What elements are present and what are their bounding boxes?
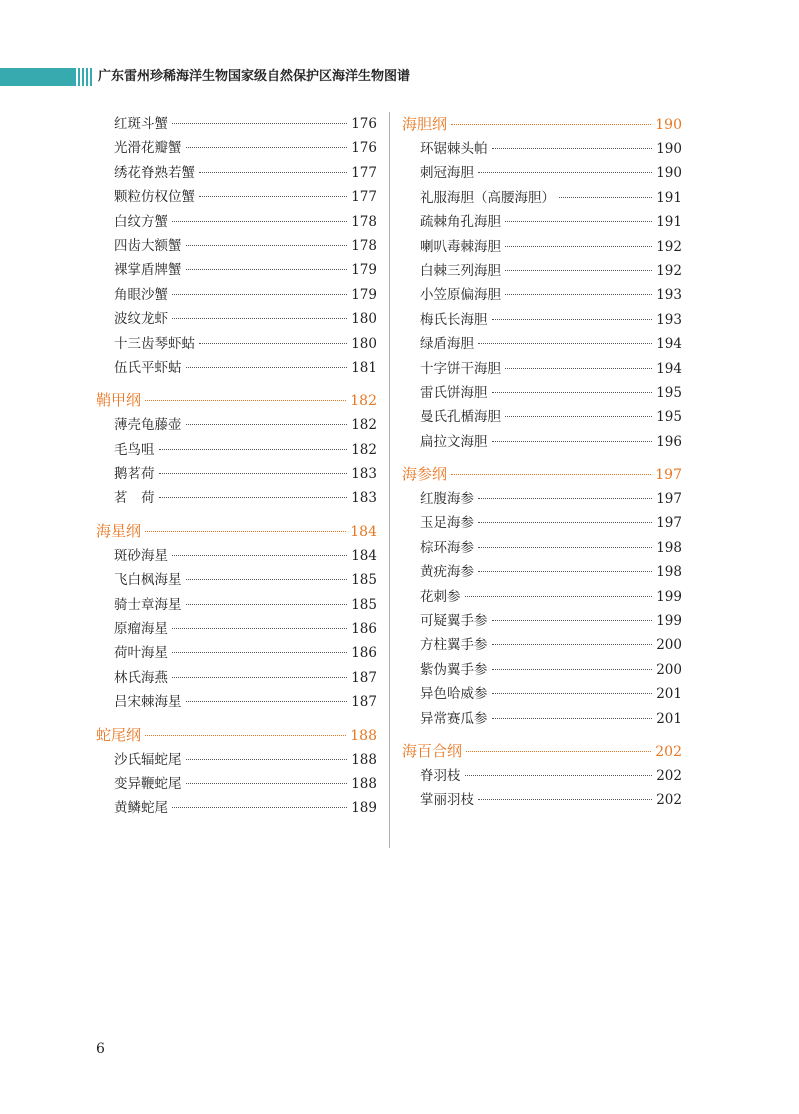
entry-name: 绣花脊熟若蟹 — [114, 164, 195, 181]
toc-entry — [402, 381, 682, 405]
dot-leader — [478, 799, 652, 800]
toc-entry — [402, 487, 682, 511]
toc-entry — [402, 682, 682, 706]
page-ref: 177 — [351, 164, 377, 181]
dot-leader — [492, 693, 653, 694]
dot-leader — [492, 392, 653, 393]
dot-leader — [478, 571, 652, 572]
toc-entry — [402, 764, 682, 788]
page-ref: 191 — [656, 214, 682, 231]
toc-entry — [96, 438, 377, 462]
dot-leader — [199, 343, 347, 344]
entry-name: 十字饼干海胆 — [420, 360, 501, 377]
page-ref: 194 — [656, 360, 682, 377]
entry-name: 薄壳龟藤壶 — [114, 417, 182, 434]
page-ref: 199 — [656, 613, 682, 630]
dot-leader — [186, 367, 348, 368]
column-divider — [389, 112, 390, 848]
entry-name: 裸掌盾牌蟹 — [114, 262, 182, 279]
dot-leader — [186, 759, 348, 760]
toc-entry — [402, 137, 682, 161]
page-ref: 182 — [351, 441, 377, 458]
entry-name: 疏棘角孔海胆 — [420, 214, 501, 231]
dot-leader — [465, 775, 653, 776]
page-ref: 179 — [351, 286, 377, 303]
dot-leader — [186, 424, 348, 425]
toc-entry — [96, 210, 377, 234]
entry-name: 可疑翼手参 — [420, 613, 488, 630]
page-ref: 197 — [656, 491, 682, 508]
entry-name: 棕环海参 — [420, 539, 474, 556]
page-ref: 178 — [351, 237, 377, 254]
toc-entry — [96, 593, 377, 617]
entry-name: 鹅茗荷 — [114, 466, 155, 483]
dot-leader — [172, 318, 347, 319]
entry-name: 荷叶海星 — [114, 645, 168, 662]
toc-entry — [96, 112, 377, 136]
page-ref: 202 — [655, 743, 682, 760]
toc-section-heading — [402, 462, 682, 487]
toc-entry — [96, 258, 377, 282]
page-ref: 178 — [351, 213, 377, 230]
entry-name: 白纹方蟹 — [114, 213, 168, 230]
page-ref: 195 — [656, 384, 682, 401]
page-ref: 193 — [656, 311, 682, 328]
dot-leader — [172, 221, 347, 222]
toc-entry — [402, 405, 682, 429]
entry-name: 黄疣海参 — [420, 564, 474, 581]
toc-entry — [402, 585, 682, 609]
toc-entry — [402, 332, 682, 356]
page-ref: 190 — [656, 141, 682, 157]
page-ref: 190 — [655, 117, 682, 133]
page-ref: 190 — [656, 165, 682, 182]
page-ref: 188 — [351, 775, 377, 792]
dot-leader — [478, 343, 652, 344]
page-ref: 182 — [350, 393, 377, 410]
entry-name: 礼服海胆（高腰海胆） — [420, 189, 555, 206]
dot-leader — [172, 555, 347, 556]
toc-entry — [402, 186, 682, 210]
page-ref: 179 — [351, 262, 377, 279]
entry-name: 变异鞭蛇尾 — [114, 775, 182, 792]
toc-entry — [96, 136, 377, 160]
page-ref: 196 — [656, 433, 682, 450]
dot-leader — [186, 245, 348, 246]
dot-leader — [172, 807, 347, 808]
page-number: 6 — [96, 1041, 105, 1057]
toc-entry — [96, 641, 377, 665]
dot-leader — [478, 522, 652, 523]
entry-name: 毛鸟咀 — [114, 441, 155, 458]
toc-section-heading — [96, 388, 377, 413]
entry-name: 掌丽羽枝 — [420, 792, 474, 809]
page-ref: 176 — [351, 140, 377, 157]
toc-entry — [402, 788, 682, 812]
entry-name: 小笠原偏海胆 — [420, 287, 501, 304]
entry-name: 飞白枫海星 — [114, 572, 182, 589]
toc-entry — [96, 283, 377, 307]
toc-entry — [402, 235, 682, 259]
page-ref: 187 — [351, 669, 377, 686]
toc-section-heading — [96, 519, 377, 544]
toc-entry — [96, 666, 377, 690]
dot-leader — [505, 294, 652, 295]
dot-leader — [451, 474, 651, 475]
toc-entry — [402, 633, 682, 657]
dot-leader — [466, 751, 651, 752]
toc-right-column — [402, 112, 682, 813]
entry-name: 异常赛瓜参 — [420, 710, 488, 727]
entry-name: 斑砂海星 — [114, 547, 168, 564]
page-ref: 198 — [656, 539, 682, 556]
page-ref: 176 — [351, 116, 377, 132]
toc-entry — [402, 308, 682, 332]
entry-name: 脊羽枝 — [420, 767, 461, 784]
entry-name: 异色哈威参 — [420, 686, 488, 703]
dot-leader — [478, 547, 652, 548]
entry-name: 林氏海燕 — [114, 669, 168, 686]
page-ref: 191 — [656, 189, 682, 206]
page-ref: 187 — [351, 694, 377, 711]
entry-name: 四齿大额蟹 — [114, 237, 182, 254]
page-ref: 180 — [351, 311, 377, 328]
dot-leader — [492, 441, 653, 442]
entry-name: 绿盾海胆 — [420, 336, 474, 353]
entry-name: 波纹龙虾 — [114, 311, 168, 328]
dot-leader — [492, 319, 653, 320]
dot-leader — [186, 579, 348, 580]
toc-entry — [402, 210, 682, 234]
dot-leader — [451, 124, 651, 125]
section-title: 鞘甲纲 — [96, 391, 142, 410]
page-ref: 201 — [656, 686, 682, 703]
dot-leader — [172, 677, 347, 678]
toc-entry — [96, 486, 377, 510]
dot-leader — [172, 652, 347, 653]
toc-entry — [402, 707, 682, 731]
dot-leader — [186, 147, 348, 148]
dot-leader — [199, 196, 347, 197]
entry-name: 十三齿琴虾蛄 — [114, 335, 195, 352]
page-ref: 180 — [351, 335, 377, 352]
book-title: 广东雷州珍稀海洋生物国家级自然保护区海洋生物图谱 — [98, 69, 411, 84]
toc-section-heading — [402, 739, 682, 764]
toc-entry — [402, 560, 682, 584]
page-ref: 186 — [351, 645, 377, 662]
entry-name: 红斑斗蟹 — [114, 116, 168, 132]
toc-entry — [96, 462, 377, 486]
page-ref: 200 — [656, 637, 682, 654]
page-ref: 197 — [656, 515, 682, 532]
page-ref: 177 — [351, 189, 377, 206]
toc-entry — [96, 332, 377, 356]
entry-name: 茗 荷 — [114, 490, 155, 507]
dot-leader — [478, 172, 652, 173]
page-ref: 198 — [656, 564, 682, 581]
entry-name: 光滑花瓣蟹 — [114, 140, 182, 157]
entry-name: 原瘤海星 — [114, 621, 168, 638]
section-title: 海参纲 — [402, 465, 448, 484]
entry-name: 吕宋棘海星 — [114, 694, 182, 711]
page-ref: 184 — [351, 547, 377, 564]
toc-entry — [402, 609, 682, 633]
toc-entry — [96, 617, 377, 641]
dot-leader — [505, 270, 652, 271]
toc-entry — [96, 307, 377, 331]
entry-name: 曼氏孔楯海胆 — [420, 409, 501, 426]
page-ref: 181 — [351, 359, 377, 376]
entry-name: 扁拉文海胆 — [420, 433, 488, 450]
section-title: 海胆纲 — [402, 115, 448, 133]
dot-leader — [172, 294, 347, 295]
toc-entry — [96, 748, 377, 772]
dot-leader — [159, 449, 348, 450]
entry-name: 沙氏辐蛇尾 — [114, 751, 182, 768]
dot-leader — [186, 701, 348, 702]
entry-name: 黄鳞蛇尾 — [114, 800, 168, 817]
toc-entry — [96, 544, 377, 568]
toc-entry — [96, 356, 377, 380]
dot-leader — [465, 596, 653, 597]
entry-name: 玉足海参 — [420, 515, 474, 532]
page-ref: 193 — [656, 287, 682, 304]
page-ref: 183 — [351, 490, 377, 507]
dot-leader — [199, 172, 347, 173]
page-ref: 202 — [656, 792, 682, 809]
dot-leader — [159, 497, 348, 498]
dot-leader — [172, 123, 347, 124]
dot-leader — [145, 735, 346, 736]
toc-entry — [402, 658, 682, 682]
toc-entry — [96, 796, 377, 820]
dot-leader — [186, 604, 348, 605]
toc-entry — [402, 357, 682, 381]
toc-entry — [96, 234, 377, 258]
page-ref: 194 — [656, 336, 682, 353]
header-color-bar — [0, 68, 74, 86]
dot-leader — [159, 473, 348, 474]
page-ref: 183 — [351, 466, 377, 483]
toc-left-column — [96, 112, 377, 821]
page-ref: 182 — [351, 417, 377, 434]
running-header — [0, 66, 799, 88]
entry-name: 白棘三列海胆 — [420, 262, 501, 279]
page-ref: 192 — [656, 262, 682, 279]
section-title: 蛇尾纲 — [96, 725, 142, 744]
toc-section-heading — [402, 112, 682, 137]
toc-entry — [402, 430, 682, 454]
entry-name: 喇叭毒棘海胆 — [420, 238, 501, 255]
page-ref: 201 — [656, 710, 682, 727]
entry-name: 环锯棘头帕 — [420, 141, 488, 157]
toc-entry — [402, 161, 682, 185]
page-ref: 188 — [351, 751, 377, 768]
page-ref: 185 — [351, 572, 377, 589]
toc-entry — [402, 511, 682, 535]
entry-name: 雷氏饼海胆 — [420, 384, 488, 401]
toc-entry — [96, 772, 377, 796]
page-ref: 188 — [350, 727, 377, 744]
entry-name: 花刺参 — [420, 588, 461, 605]
toc-entry — [96, 185, 377, 209]
toc-entry — [402, 259, 682, 283]
page-ref: 185 — [351, 596, 377, 613]
entry-name: 梅氏长海胆 — [420, 311, 488, 328]
page-ref: 202 — [656, 767, 682, 784]
dot-leader — [559, 197, 652, 198]
header-stripes — [74, 68, 94, 86]
dot-leader — [505, 246, 652, 247]
toc-section-heading — [96, 723, 377, 748]
entry-name: 红腹海参 — [420, 491, 474, 508]
dot-leader — [492, 718, 653, 719]
dot-leader — [505, 368, 652, 369]
page-ref: 200 — [656, 661, 682, 678]
toc-entry — [96, 568, 377, 592]
dot-leader — [172, 628, 347, 629]
dot-leader — [492, 644, 653, 645]
page-ref: 192 — [656, 238, 682, 255]
dot-leader — [186, 269, 348, 270]
toc-entry — [96, 413, 377, 437]
page-ref: 186 — [351, 621, 377, 638]
dot-leader — [145, 531, 346, 532]
page-ref: 184 — [350, 523, 377, 540]
page-ref: 199 — [656, 588, 682, 605]
dot-leader — [478, 498, 652, 499]
dot-leader — [492, 148, 653, 149]
page-ref: 197 — [655, 467, 682, 484]
page-ref: 195 — [656, 409, 682, 426]
entry-name: 颗粒仿权位蟹 — [114, 189, 195, 206]
entry-name: 角眼沙蟹 — [114, 286, 168, 303]
entry-name: 紫伪翼手参 — [420, 661, 488, 678]
entry-name: 骑士章海星 — [114, 596, 182, 613]
toc-entry — [96, 161, 377, 185]
toc-entry — [96, 690, 377, 714]
entry-name: 伍氏平虾蛄 — [114, 359, 182, 376]
dot-leader — [492, 669, 653, 670]
toc-entry — [402, 536, 682, 560]
dot-leader — [505, 221, 652, 222]
dot-leader — [505, 416, 652, 417]
section-title: 海星纲 — [96, 521, 142, 540]
dot-leader — [492, 620, 653, 621]
dot-leader — [186, 783, 348, 784]
dot-leader — [145, 400, 346, 401]
toc-entry — [402, 283, 682, 307]
section-title: 海百合纲 — [402, 741, 463, 760]
entry-name: 刺冠海胆 — [420, 165, 474, 182]
page-ref: 189 — [351, 800, 377, 817]
entry-name: 方柱翼手参 — [420, 637, 488, 654]
